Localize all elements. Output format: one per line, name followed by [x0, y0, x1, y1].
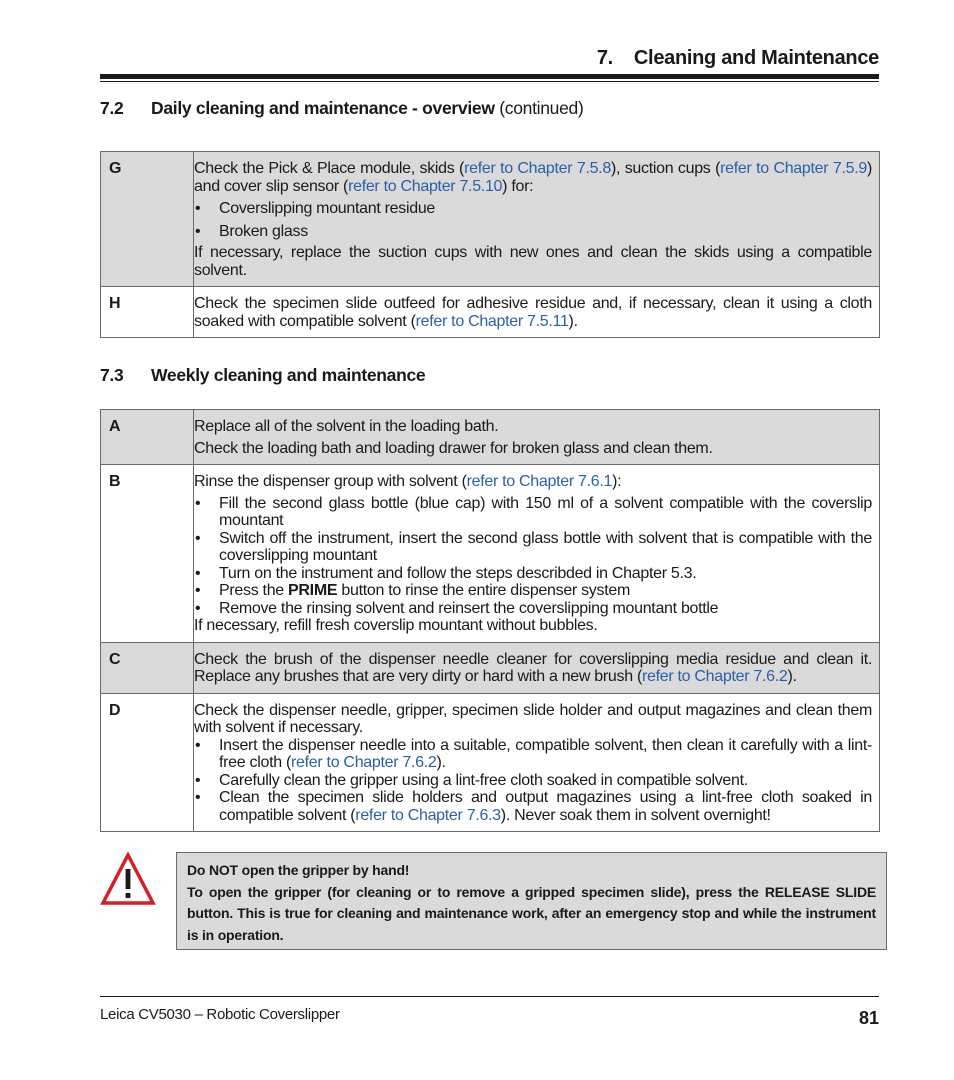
warning-triangle-icon — [100, 852, 156, 906]
row-body — [194, 152, 880, 287]
row-letter: G — [101, 152, 194, 287]
row-text: Check the brush of the dispenser needle cleaner for coverslipping media residue and clean it. Replace any brushes that are very dirty or hard with a new brush (refer to Chapter 7.6.2). — [194, 650, 872, 685]
list-item: • Carefully clean the gripper using a lint-free cloth soaked in compatible solvent. — [194, 772, 872, 790]
list-item: • Press the PRIME button to rinse the entire dispenser system — [194, 582, 872, 600]
row-letter: A — [101, 410, 194, 465]
chapter-link-7-6-3[interactable]: refer to Chapter 7.6.3 — [355, 806, 501, 824]
chapter-header — [100, 44, 879, 79]
row-body — [194, 410, 880, 465]
row-text: Check the specimen slide outfeed for adhesive residue and, if necessary, clean it using a cloth soaked with compatible solvent (refer to Chapter 7.5.11). — [194, 295, 872, 330]
daily-maintenance-table — [100, 151, 880, 338]
warning-text: To open the gripper (for cleaning or to remove a gripped specimen slide), press the RELEASE SLIDE button. This is true for cleaning and maintenance work, after an emergency stop and while the instrument is in operation. — [187, 883, 876, 943]
section-continued: (continued) — [499, 98, 584, 118]
row-body — [194, 642, 880, 693]
row-body — [194, 465, 880, 643]
row-letter: H — [101, 287, 194, 338]
table-row-c — [101, 642, 880, 693]
list-item: • Coverslipping mountant residue — [194, 200, 872, 218]
chapter-link-7-5-10[interactable]: refer to Chapter 7.5.10 — [348, 177, 503, 195]
warning-box — [176, 852, 887, 950]
chapter-link-7-5-9[interactable]: refer to Chapter 7.5.9 — [720, 160, 867, 177]
table-row-h — [101, 287, 880, 338]
row-letter: D — [101, 693, 194, 832]
row-letter: C — [101, 642, 194, 693]
bullet-list — [194, 737, 872, 825]
row-text: Rinse the dispenser group with solvent (refer to Chapter 7.6.1): — [194, 473, 622, 490]
row-text: Check the loading bath and loading drawer for broken glass and clean them. — [194, 439, 713, 457]
page-number: 81 — [858, 1008, 879, 1028]
prime-button-label: PRIME — [288, 582, 338, 599]
chapter-link-7-6-1[interactable]: refer to Chapter 7.6.1 — [466, 473, 613, 490]
list-item: • Fill the second glass bottle (blue cap) with 150 ml of a solvent compatible with the coverslip mountant — [194, 495, 872, 530]
chapter-title: 7. Cleaning and Maintenance — [596, 47, 879, 69]
row-note: If necessary, refill fresh coverslip mountant without bubbles. — [194, 617, 598, 634]
warning-title: Do NOT open the gripper by hand! — [187, 862, 410, 878]
chapter-link-7-6-2[interactable]: refer to Chapter 7.6.2 — [291, 754, 437, 771]
footer-divider — [100, 996, 879, 997]
chapter-link-7-6-2[interactable]: refer to Chapter 7.6.2 — [641, 668, 788, 685]
bullet-list — [194, 200, 872, 240]
row-body — [194, 287, 880, 338]
row-text: Check the Pick & Place module, skids (refer to Chapter 7.5.8), suction cups (refer to Chapter 7.5.9) and cover slip sensor (refer to Chapter 7.5.10) for: — [194, 160, 872, 195]
list-item: • Insert the dispenser needle into a suitable, compatible solvent, then clean it carefully with a lint-free cloth (refer to Chapter 7.6.2). — [194, 737, 872, 772]
weekly-maintenance-table — [100, 409, 880, 832]
section-heading-7-3 — [100, 364, 425, 386]
row-text: Replace all of the solvent in the loading bath. — [194, 418, 499, 435]
list-item: • Broken glass — [194, 223, 872, 241]
table-row-d — [101, 693, 880, 832]
row-note: If necessary, replace the suction cups with new ones and clean the skids using a compatible solvent. — [194, 244, 872, 279]
list-item: • Clean the specimen slide holders and output magazines using a lint-free cloth soaked in compatible solvent (refer to Chapter 7.6.3). Never soak them in solvent overnight! — [194, 789, 872, 824]
row-letter: B — [101, 465, 194, 643]
table-row-a — [101, 410, 880, 465]
table-row-b — [101, 465, 880, 643]
list-item: • Switch off the instrument, insert the second glass bottle with solvent that is compatible with the coverslipping mountant — [194, 530, 872, 565]
list-item: • Turn on the instrument and follow the steps describded in Chapter 5.3. — [194, 565, 872, 583]
section-number: 7.3 — [100, 365, 124, 385]
header-divider — [100, 81, 879, 82]
chapter-link-7-5-11[interactable]: refer to Chapter 7.5.11 — [415, 312, 569, 330]
chapter-link-7-5-8[interactable]: refer to Chapter 7.5.8 — [464, 160, 611, 177]
footer-product: Leica CV5030 – Robotic Coverslipper — [100, 1006, 340, 1023]
section-title: Weekly cleaning and maintenance — [151, 365, 426, 385]
bullet-list — [194, 495, 872, 618]
section-title: Daily cleaning and maintenance - overview — [151, 98, 495, 118]
section-number: 7.2 — [100, 98, 124, 118]
row-text: Check the dispenser needle, gripper, specimen slide holder and output magazines and clean them with solvent if necessary. — [194, 701, 872, 736]
row-body — [194, 693, 880, 832]
section-heading-7-2 — [100, 97, 584, 119]
list-item: • Remove the rinsing solvent and reinsert the coverslipping mountant bottle — [194, 600, 872, 618]
table-row-g — [101, 152, 880, 287]
